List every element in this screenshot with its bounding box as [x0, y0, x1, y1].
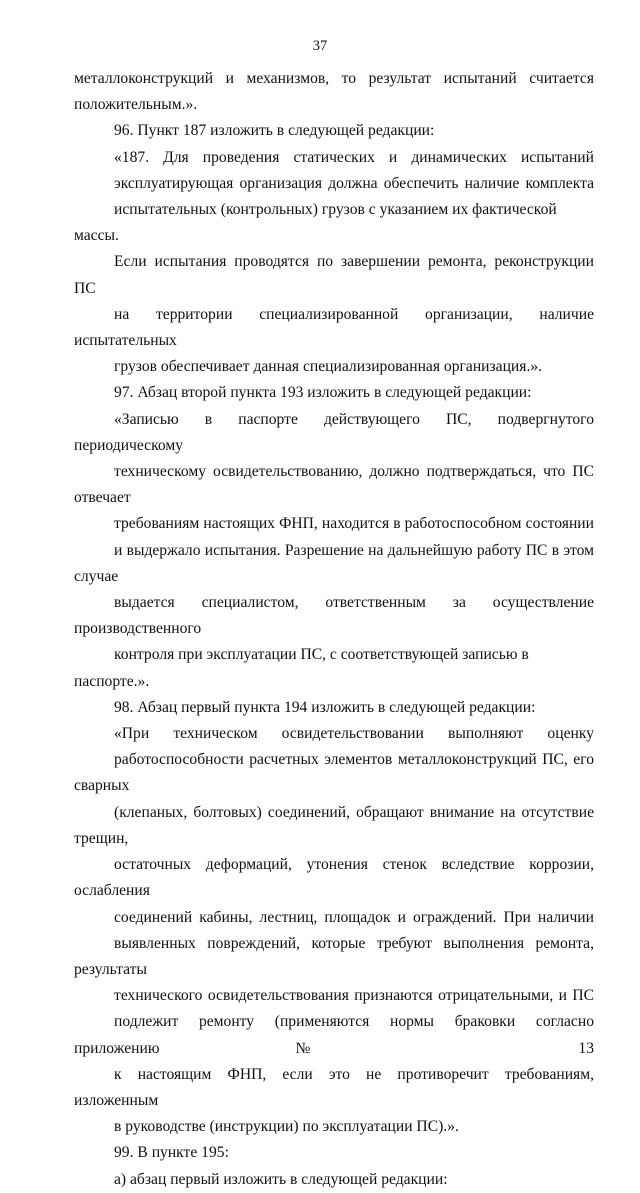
text-line: техническому освидетельствованию, должно подтверждаться, что ПС отвечает	[74, 463, 594, 507]
text-line: 97. Абзац второй пункта 193 изложить в следующей редакции:	[114, 384, 532, 402]
paragraph	[74, 249, 594, 380]
text-line: «187. Для проведения статических и динамических испытаний	[114, 148, 594, 166]
paragraph	[74, 695, 594, 721]
text-line: металлоконструкций и механизмов, то результат испытаний считается	[74, 70, 594, 87]
paragraph	[74, 721, 594, 1140]
text-line: в руководстве (инструкции) по эксплуатации ПС).».	[114, 1118, 459, 1136]
page-number: 37	[312, 38, 328, 54]
paragraph	[74, 380, 594, 406]
text-line: подлежит ремонту (применяются нормы браковки согласно приложению № 13	[74, 1013, 594, 1057]
text-line: к настоящим ФНП, если это не противоречит требованиям, изложенным	[74, 1065, 594, 1109]
paragraph	[74, 1167, 594, 1193]
paragraph	[74, 1140, 594, 1166]
text-line: грузов обеспечивает данная специализированная организация.».	[114, 358, 543, 376]
text-line: «Записью в паспорте действующего ПС, подвергнутого периодическому	[74, 410, 594, 454]
paragraph	[74, 118, 594, 144]
text-line: работоспособности расчетных элементов металлоконструкций ПС, его сварных	[74, 751, 594, 795]
text-line: 96. Пункт 187 изложить в следующей редакции:	[114, 122, 435, 140]
text-line: выявленных повреждений, которые требуют выполнения ремонта, результаты	[74, 934, 594, 978]
text-line: а) абзац первый изложить в следующей редакции:	[114, 1170, 448, 1188]
text-line: соединений кабины, лестниц, площадок и ограждений. При наличии	[114, 908, 594, 926]
text-line: технического освидетельствования признаются отрицательными, и ПС	[114, 987, 594, 1005]
text-line: остаточных деформаций, утонения стенок вследствие коррозии, ослабления	[74, 856, 594, 900]
text-line: эксплуатирующая организация должна обеспечить наличие комплекта	[114, 174, 594, 192]
text-line: 98. Абзац первый пункта 194 изложить в следующей редакции:	[114, 698, 536, 716]
paragraph	[74, 66, 594, 118]
text-line: на территории специализированной организации, наличие испытательных	[74, 305, 594, 350]
text-line: и выдержало испытания. Разрешение на дальнейшую работу ПС в этом случае	[74, 541, 594, 585]
text-line: 99. В пункте 195:	[114, 1144, 229, 1162]
text-line: испытательных (контрольных) грузов с указанием их фактической массы.	[74, 201, 557, 245]
paragraph	[74, 145, 594, 250]
paragraph	[74, 407, 594, 695]
text-line: контроля при эксплуатации ПС, с соответствующей записью в паспорте.».	[74, 646, 529, 690]
text-line: положительным.».	[74, 96, 198, 114]
text-line: Если испытания проводятся по завершении ремонта, реконструкции ПС	[74, 253, 594, 297]
text-line: требованиям настоящих ФНП, находится в работоспособном состоянии	[114, 515, 594, 533]
text-line: выдается специалистом, ответственным за осуществление производственного	[74, 594, 594, 638]
text-line: (клепаных, болтовых) соединений, обращают внимание на отсутствие трещин,	[74, 803, 594, 847]
document-body	[74, 66, 594, 1193]
text-line: «При техническом освидетельствовании выполняют оценку	[114, 725, 594, 743]
